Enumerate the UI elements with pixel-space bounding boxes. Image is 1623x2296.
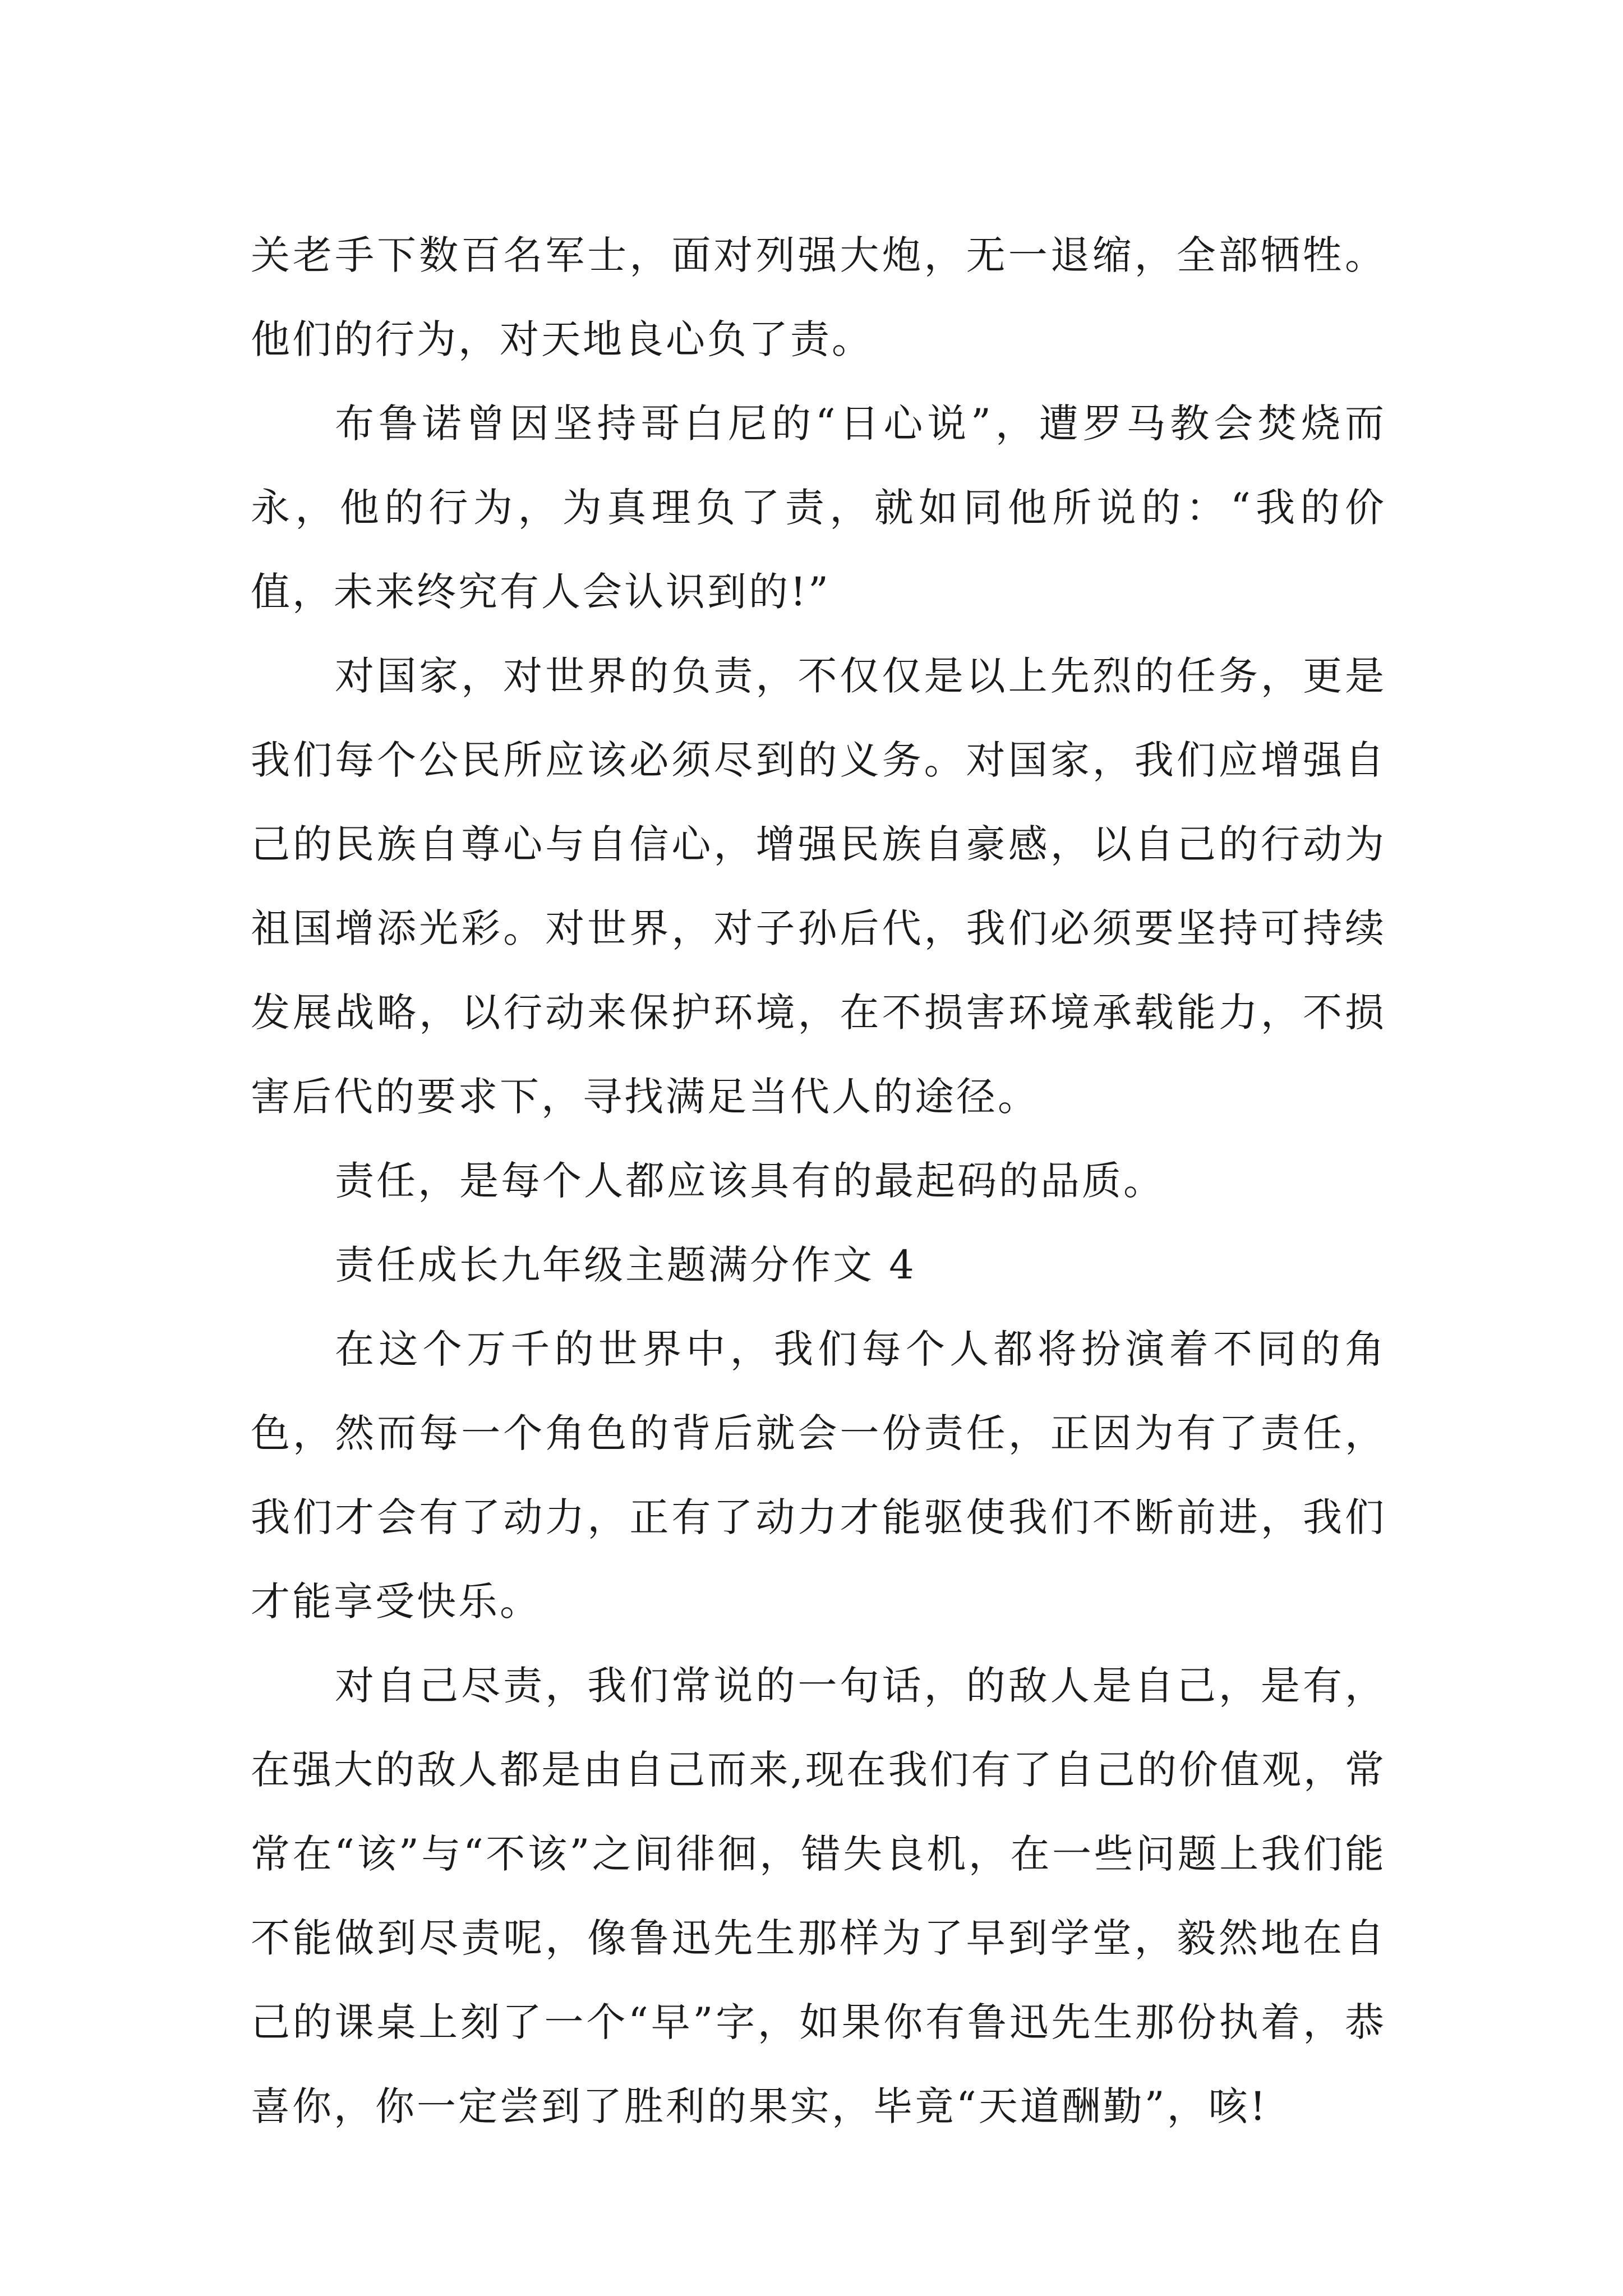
paragraph-1: 关老手下数百名军士，面对列强大炮，无一退缩，全部牺牲。他们的行为，对天地良心负了责。: [251, 232, 1386, 362]
section-heading: 责任成长九年级主题满分作文 4: [335, 1242, 916, 1288]
paragraph-3: 对国家，对世界的负责，不仅仅是以上先烈的任务，更是我们每个公民所应该必须尽到的义务。对国家，我们应增强自己的民族自尊心与自信心，增强民族自豪感，以自己的行动为祖国增添光彩。对世界，对子孙后代，我们必须要坚持可持续发展战略，以行动来保护环境，在不损害环境承载能力，不损害后代的要求下，寻找满足当代人的途径。: [251, 653, 1386, 1120]
paragraph-4: 责任，是每个人都应该具有的最起码的品质。: [335, 1158, 1165, 1204]
paragraph-2: 布鲁诺曾因坚持哥白尼的“日心说”，遭罗马教会焚烧而永，他的行为，为真理负了责，就如同他所说的：“我的价值，未来终究有人会认识到的!”: [251, 401, 1386, 615]
essay-body: [251, 213, 1386, 2148]
paragraph-5: 在这个万千的世界中，我们每个人都将扮演着不同的角色，然而每一个角色的背后就会一份责任，正因为有了责任，我们才会有了动力，正有了动力才能驱使我们不断前进，我们才能享受快乐。: [251, 1326, 1386, 1625]
paragraph-6: 对自己尽责，我们常说的一句话，的敌人是自己，是有，在强大的敌人都是由自己而来,现在我们有了自己的价值观，常常在“该”与“不该”之间徘徊，错失良机，在一些问题上我们能不能做到尽责呢，像鲁迅先生那样为了早到学堂，毅然地在自己的课桌上刻了一个“早”字，如果你有鲁迅先生那份执着，恭喜你，你一定尝到了胜利的果实，毕竟“天道酬勤”，咳!: [251, 1663, 1386, 2129]
